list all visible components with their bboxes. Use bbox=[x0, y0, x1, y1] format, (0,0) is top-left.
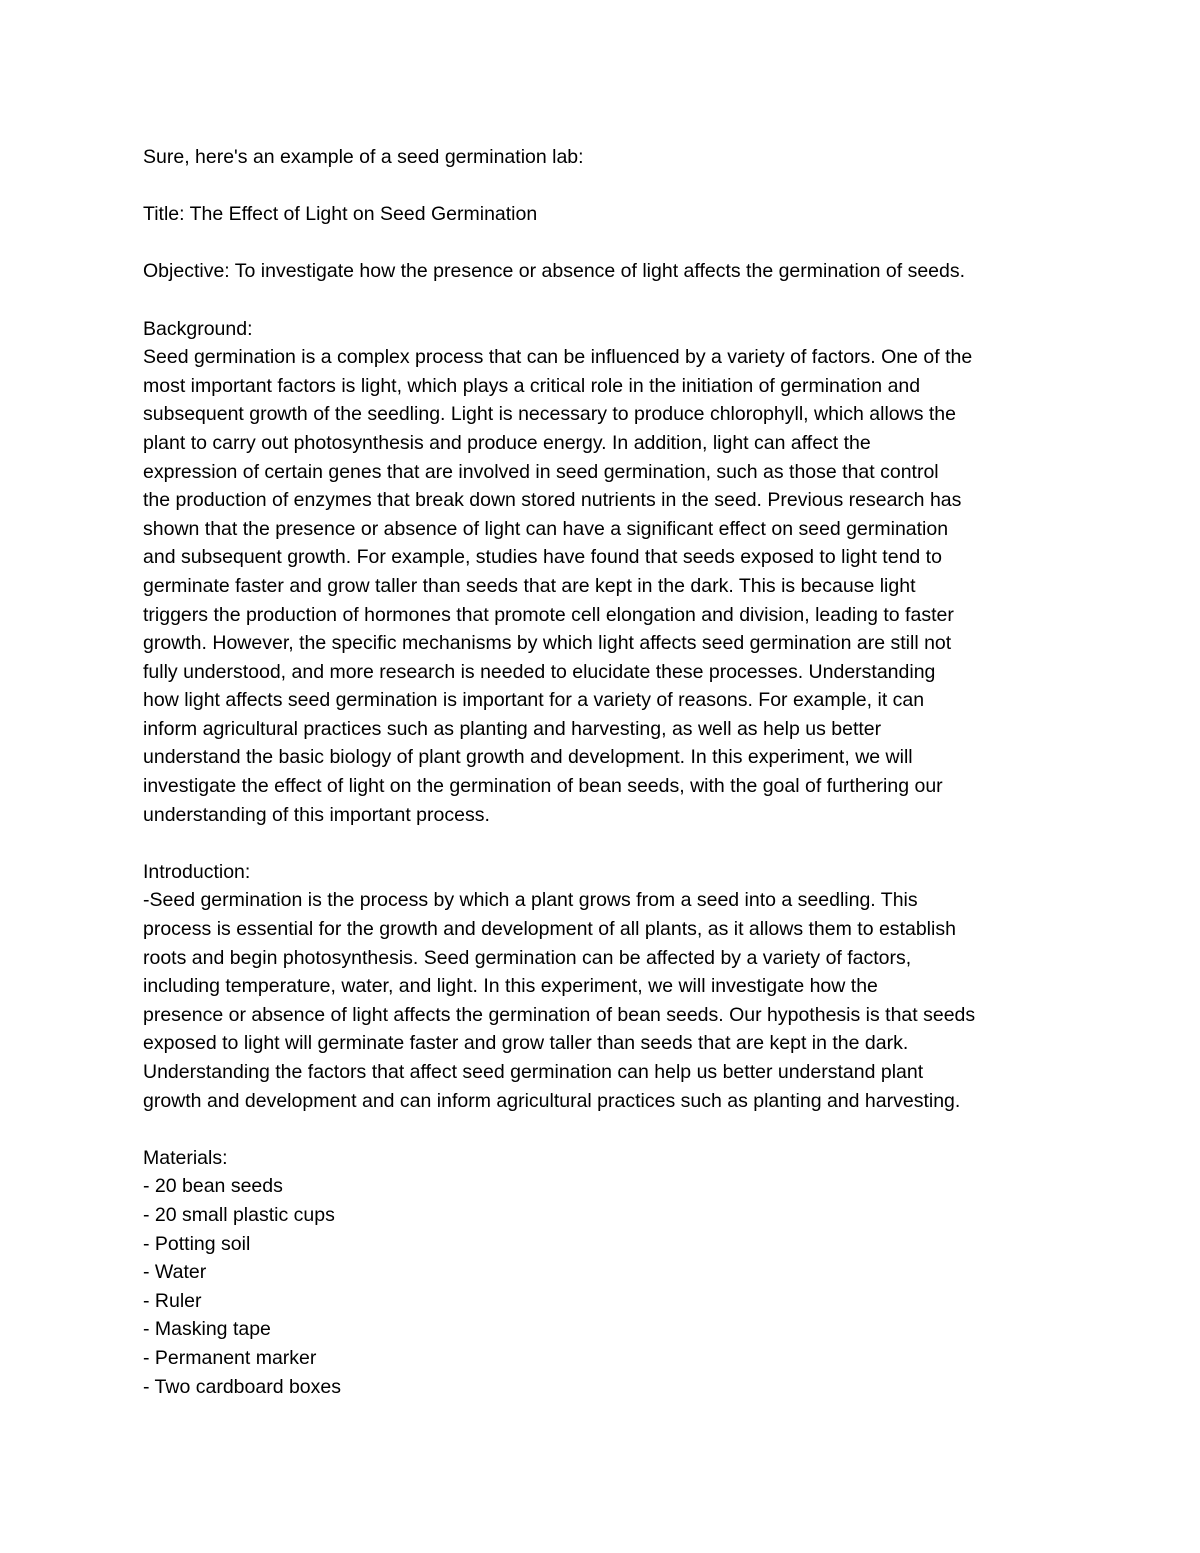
text-line: triggers the production of hormones that promote cell elongation and division, leading to faster bbox=[143, 603, 954, 626]
materials-list bbox=[143, 1172, 1073, 1401]
text-line: how light affects seed germination is important for a variety of reasons. For example, it can bbox=[143, 689, 925, 712]
text-line: exposed to light will germinate faster and grow taller than seeds that are kept in the dark. bbox=[143, 1032, 909, 1055]
text-line: growth and development and can inform agricultural practices such as planting and harvesting. bbox=[143, 1089, 961, 1112]
paragraph-gap bbox=[143, 1115, 1073, 1144]
text-line: most important factors is light, which plays a critical role in the initiation of germination and bbox=[143, 374, 921, 397]
materials-section bbox=[143, 1144, 1073, 1401]
text-line: inform agricultural practices such as planting and harvesting, as well as help us better bbox=[143, 717, 882, 740]
text-line: process is essential for the growth and development of all plants, as it allows them to establish bbox=[143, 918, 956, 941]
background-section bbox=[143, 315, 1073, 830]
title-line: Title: The Effect of Light on Seed Germination bbox=[143, 203, 538, 226]
text-line: and subsequent growth. For example, studies have found that seeds exposed to light tend to bbox=[143, 546, 942, 569]
text-line: presence or absence of light affects the germination of bean seeds. Our hypothesis is that seeds bbox=[143, 1003, 976, 1026]
paragraph-gap bbox=[143, 829, 1073, 858]
list-item: - 20 bean seeds bbox=[143, 1175, 283, 1198]
intro-line: Sure, here's an example of a seed germination lab: bbox=[143, 146, 584, 168]
text-line: Seed germination is a complex process that can be influenced by a variety of factors. One of the bbox=[143, 346, 973, 369]
text-line: including temperature, water, and light. In this experiment, we will investigate how the bbox=[143, 975, 878, 998]
text-line: -Seed germination is the process by which a plant grows from a seed into a seedling. This bbox=[143, 889, 918, 912]
list-item: - Permanent marker bbox=[143, 1346, 317, 1369]
list-item: - Ruler bbox=[143, 1289, 202, 1312]
list-item: - Potting soil bbox=[143, 1232, 251, 1255]
background-paragraph bbox=[143, 343, 1073, 829]
background-heading: Background: bbox=[143, 317, 253, 340]
introduction-heading: Introduction: bbox=[143, 860, 251, 883]
text-line: Understanding the factors that affect seed germination can help us better understand plant bbox=[143, 1061, 924, 1083]
paragraph-gap bbox=[143, 229, 1073, 258]
text-line: plant to carry out photosynthesis and produce energy. In addition, light can affect the bbox=[143, 431, 871, 454]
list-item: - Two cardboard boxes bbox=[143, 1375, 341, 1398]
text-line: subsequent growth of the seedling. Light is necessary to produce chlorophyll, which allows the bbox=[143, 403, 956, 426]
objective-line: Objective: To investigate how the presence or absence of light affects the germination of seeds. bbox=[143, 260, 966, 283]
text-line: roots and begin photosynthesis. Seed germination can be affected by a variety of factors, bbox=[143, 946, 912, 969]
materials-heading: Materials: bbox=[143, 1146, 228, 1169]
paragraph-gap bbox=[143, 172, 1073, 201]
list-item: - 20 small plastic cups bbox=[143, 1203, 335, 1226]
introduction-paragraph bbox=[143, 886, 1073, 1115]
text-line: investigate the effect of light on the germination of bean seeds, with the goal of furthering our bbox=[143, 775, 943, 798]
text-line: understand the basic biology of plant growth and development. In this experiment, we will bbox=[143, 746, 913, 769]
document-body bbox=[143, 143, 1073, 1401]
text-line: fully understood, and more research is needed to elucidate these processes. Understanding bbox=[143, 660, 936, 683]
text-line: expression of certain genes that are involved in seed germination, such as those that control bbox=[143, 460, 939, 483]
paragraph-gap bbox=[143, 286, 1073, 315]
text-line: understanding of this important process. bbox=[143, 803, 490, 826]
text-line: germinate faster and grow taller than seeds that are kept in the dark. This is because light bbox=[143, 574, 916, 597]
text-line: the production of enzymes that break down stored nutrients in the seed. Previous research has bbox=[143, 489, 962, 512]
text-line: shown that the presence or absence of light can have a significant effect on seed germination bbox=[143, 517, 949, 540]
list-item: - Water bbox=[143, 1261, 207, 1284]
text-line: growth. However, the specific mechanisms by which light affects seed germination are still not bbox=[143, 632, 952, 655]
introduction-section bbox=[143, 858, 1073, 1115]
list-item: - Masking tape bbox=[143, 1318, 271, 1341]
